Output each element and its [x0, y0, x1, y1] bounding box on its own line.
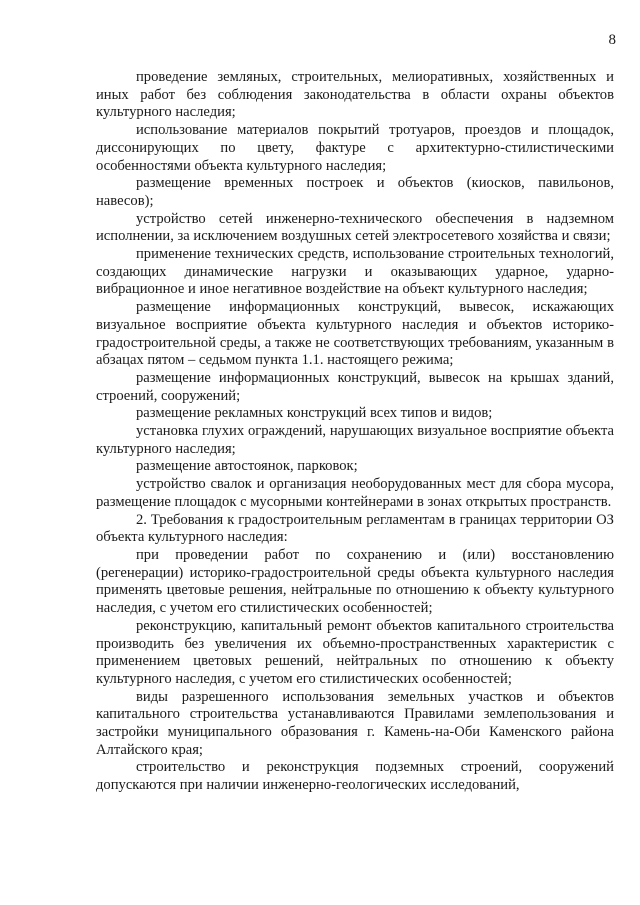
paragraph: устройство свалок и организация необорудованных мест для сбора мусора, размещение площадок с мусорными контейнерами в зонах открытых пространств. — [96, 476, 614, 510]
section-heading-paragraph: 2. Требования к градостроительным регламентам в границах территории ОЗ объекта культурного наследия: — [96, 511, 614, 546]
paragraph: размещение временных построек и объектов (киосков, павильонов, навесов); — [96, 175, 614, 209]
paragraph: размещение информационных конструкций, вывесок, искажающих визуальное восприятие объекта культурного наследия и объектов историко-градостроительной среды, а также не соответствующих требованиям, указанным в абзацах пятом – седьмом пункта 1.1. настоящего режима; — [96, 299, 614, 369]
paragraph: применение технических средств, использование строительных технологий, создающих динамические нагрузки и оказывающих ударное, ударно-вибрационное и иное негативное воздействие на объект культурного наследия; — [96, 246, 614, 298]
paragraph: проведение земляных, строительных, мелиоративных, хозяйственных и иных работ без соблюдения законодательства в области охраны объектов культурного наследия; — [96, 69, 614, 121]
paragraph: размещение информационных конструкций, вывесок на крышах зданий, строений, сооружений; — [96, 369, 614, 404]
paragraph: размещение автостоянок, парковок; — [136, 458, 358, 475]
page-number: 8 — [608, 32, 616, 48]
paragraph: размещение рекламных конструкций всех типов и видов; — [136, 405, 493, 422]
paragraph: при проведении работ по сохранению и (или) восстановлению (регенерации) историко-градостроительной среды объекта культурного наследия применять цветовые решения, нейтральные по отношению к объекту культурного наследия, с учетом его стилистических особенностей; — [96, 546, 614, 617]
paragraph: строительство и реконструкция подземных строений, сооружений допускаются при наличии инженерно-геологических исследований, — [96, 759, 614, 794]
paragraph: виды разрешенного использования земельных участков и объектов капитального строительства устанавливаются Правилами землепользования и застройки муниципального образования г. Камень-на-Оби Каменского района Алтайского края; — [96, 688, 614, 758]
paragraph: реконструкцию, капитальный ремонт объектов капитального строительства производить без увеличения их объемно-пространственных характеристик с применением цветовых решений, нейтральных по отношению к объекту культурного наследия, с учетом его стилистических особенностей; — [96, 617, 614, 687]
paragraph: устройство сетей инженерно-технического обеспечения в надземном исполнении, за исключением воздушных сетей электросетевого хозяйства и связи; — [96, 210, 614, 245]
paragraph: установка глухих ограждений, нарушающих визуальное восприятие объекта культурного наследия; — [96, 423, 614, 457]
document-body — [96, 69, 614, 795]
paragraph: использование материалов покрытий тротуаров, проездов и площадок, диссонирующих по цвету, фактуре с архитектурно-стилистическими особенностями объекта культурного наследия; — [96, 122, 614, 174]
